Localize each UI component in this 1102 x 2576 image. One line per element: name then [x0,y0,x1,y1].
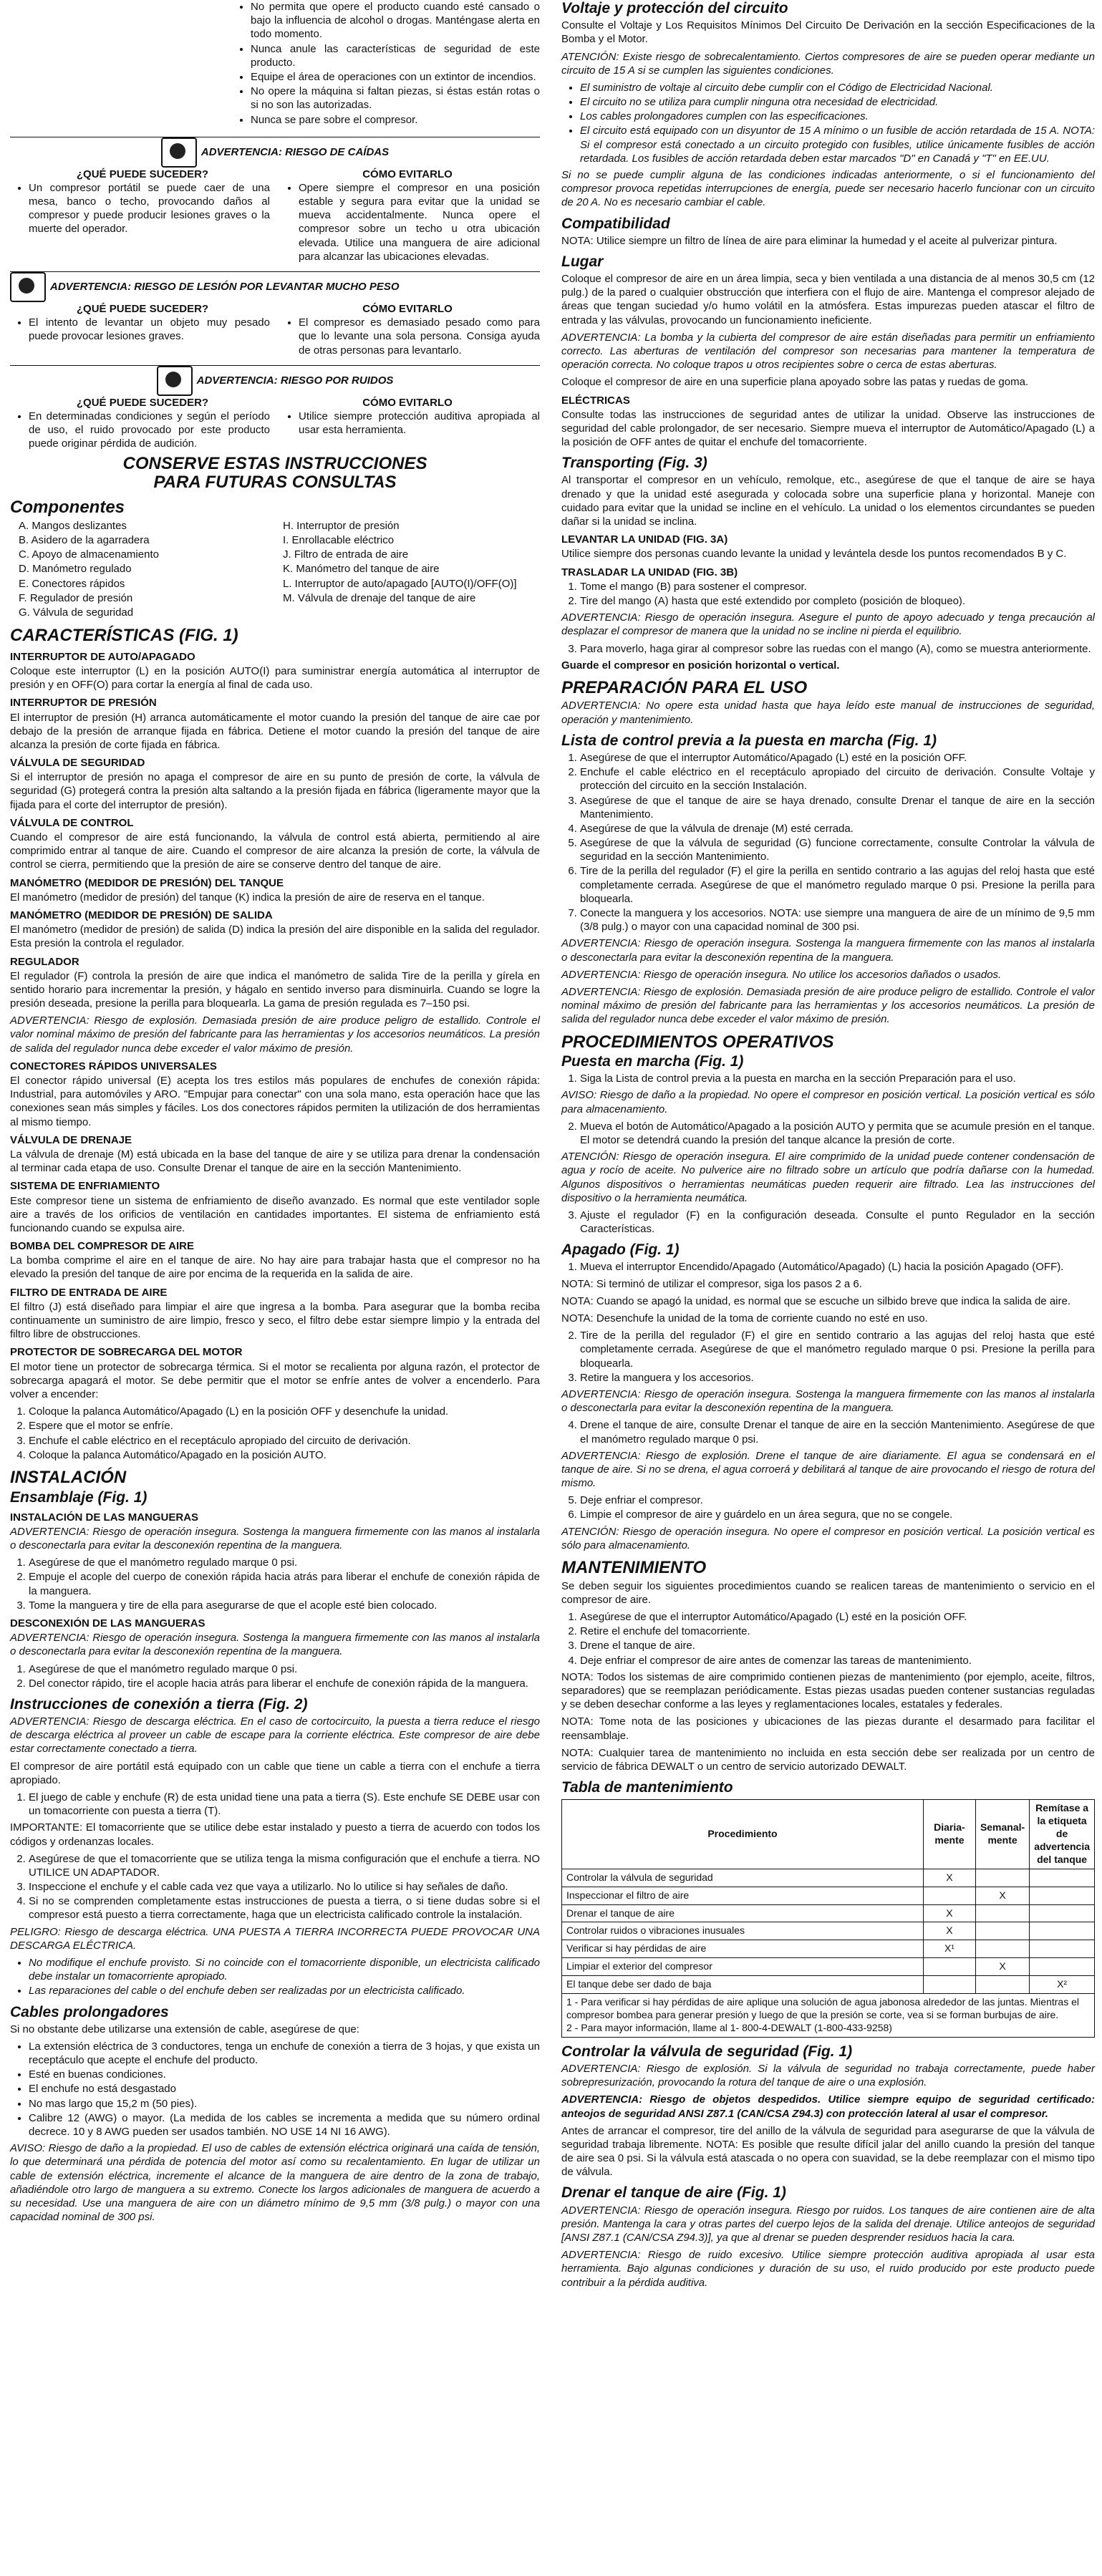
hearing-protection-icon [157,366,193,396]
component-item [283,606,540,619]
hazard-prevention: • Opere siempre el compresor en una posición estable y segura para evitar que la unidad se mueva accidentalmente. Nunca opere el compresor sobre un techo u otra ubicación elevada. Utilice una manguera de aire adicional para alcanzar las ubicaciones elevadas. [299,181,540,263]
list-item: • El circuito está equipado con un disyuntor de 15 A mínimo o un fusible de acción retardada de 15 A. NOTA: Si el compresor está conectado a un circuito protegido con fusibles, utilice únicamente fusibles de acción retardada. Los fusibles de acción retardada deben estar marcados "D" en Canadá y "T" en EE.UU. [580,124,1095,165]
fall-hazard-icon [161,137,197,168]
section-heading: VÁLVULA DE CONTROL [10,816,134,829]
hazard-cause: • El intento de levantar un objeto muy pesado puede provocar lesiones graves. [29,316,270,343]
list-item: • Nunca se pare sobre el compresor. [251,113,540,127]
transporting-title: Transporting (Fig. 3) [561,455,707,472]
warning-text: ADVERTENCIA: Riesgo de descarga eléctrica. En el caso de cortocircuito, la puesta a tierra reduce el riesgo de descarga eléctrica al proveer un cable de escape para la corriente eléctrica. Este compresor de aire debe estar correctamente conectado a tierra. [10,1715,540,1756]
caution-text: ATENCIÓN: Existe riesgo de sobrecalentamiento. Ciertos compresores de aire se pueden operar mediante un circuito de 15 A si se cumplen las siguientes condiciones. [561,50,1095,77]
prep-title: PREPARACIÓN PARA EL USO [561,677,808,697]
extension-cord-bullets [10,2040,540,2139]
paragraph: Consulte todas las instrucciones de seguridad antes de utilizar la unidad. Observe las instrucciones de seguridad del cable prolongador, de ser necesario. Siempre mueva el interruptor de Automático/Apagado (L) a la posición de OFF antes de quitar el enchufe del tomacorriente. [561,408,1095,449]
hazard-prevention: • Utilice siempre protección auditiva apropiada al usar esta herramienta. [299,410,540,437]
paragraph: El motor tiene un protector de sobrecarga térmica. Si el motor se recalienta por alguna razón, el protector de sobrecarga apagará el motor. Se debe permitir que el motor se enfríe antes de volver a encenderlo. Para volver a encender: [10,1360,540,1400]
section-heading: SISTEMA DE ENFRIAMIENTO [10,1180,160,1193]
section-heading: TRASLADAR LA UNIDAD (FIG. 3B) [561,566,738,578]
danger-bullets [10,1956,540,1998]
list-item: • No permita que opere el producto cuando esté cansado o bajo la influencia de alcohol o drogas. Manténgase alerta en todo momento. [251,0,540,42]
features-title: CARACTERÍSTICAS (FIG. 1) [10,626,238,646]
top-bullet-list [232,0,540,127]
table-row: El tanque debe ser dado de baja X² [562,1976,1095,1994]
list-item: • Esté en buenas condiciones. [29,2068,540,2081]
paragraph: Cuando el compresor de aire está funcionando, la válvula de control está abierta, permitiendo al aire comprimido entrar al tanque de aire. Cuando el compresor de aire alcanza la presión de corte, la válvula de control se cierra, permitiendo que la presión de aire se conserve dentro del tanque de aire. [10,831,540,871]
paragraph: Coloque el compresor de aire en un área limpia, seca y bien ventilada a una distancia de al menos 30,5 cm (12 pulg.) de la pared o cualquier obstrucción que interfiera con el flujo de aire. Mantenga el compresor alejado de áreas que tengan suciedad y/o humo volátil en la atmósfera. Estas impurezas pueden atascar el filtro de entrada y las válvulas, provocando un funcionamiento ineficiente. [561,273,1095,326]
section-heading: BOMBA DEL COMPRESOR DE AIRE [10,1240,194,1253]
list-item: 5. Deje enfriar el compresor. [580,1493,1095,1507]
hazard-noise [10,365,540,452]
hazard-title: ADVERTENCIA: RIESGO DE CAÍDAS [200,146,390,159]
table-header: Diaria-mente [923,1800,975,1869]
startup-steps-3 [561,1209,1095,1236]
paragraph: Si no se puede cumplir alguna de las condiciones indicadas anteriormente, o si el funcionamiento del compresor provoca repetidas interrupciones de energía, puede ser necesario hacerlo funcionar con un circuito de 20 A. No es necesario cambiar el cable. [561,169,1095,209]
checklist-title: Lista de control previa a la puesta en marcha (Fig. 1) [561,732,937,749]
list-item: 1. Mueva el interruptor Encendido/Apagado (Automático/Apagado) (L) hacia la posición Apagado (OFF). [580,1260,1095,1274]
note-text: NOTA: Cuando se apagó la unidad, es normal que se escuche un silbido breve que indica la salida de aire. [561,1294,1070,1307]
list-item: 2. Enchufe el cable eléctrico en el receptáculo apropiado del circuito de derivación. Consulte Voltaje y protección del circuito en la sección Instalación. [580,765,1095,793]
section-heading: PROTECTOR DE SOBRECARGA DEL MOTOR [10,1346,243,1359]
hazard-falls [10,137,540,264]
hazard-lifting [10,271,540,358]
table-header: Remítase a la etiqueta de advertencia del tanque [1030,1800,1095,1869]
component-item: H. Interruptor de presión [283,519,400,532]
list-item: 2. Tire del mango (A) hasta que esté extendido por completo (posición de bloqueo). [580,594,1095,608]
startup-title: Puesta en marcha (Fig. 1) [561,1053,744,1070]
component-item: F. Regulador de presión [19,591,133,604]
section-heading: REGULADOR [10,955,79,968]
maintenance-table-title: Tabla de mantenimiento [561,1779,733,1796]
list-item: • No modifique el enchufe provisto. Si no coincide con el tomacorriente disponible, un electricista calificado debe instalar un tomacorriente apropiado. [29,1956,540,1983]
startup-steps-2 [561,1120,1095,1147]
component-item: E. Conectores rápidos [19,577,125,590]
list-item: • El circuito no se utiliza para cumplir ninguna otra necesidad de electricidad. [580,95,1095,109]
conserve-heading: CONSERVE ESTAS INSTRUCCIONES PARA FUTURAS CONSULTAS [122,453,427,492]
grounding-steps [10,1791,540,1818]
section-heading: INTERRUPTOR DE AUTO/APAGADO [10,650,195,663]
table-header-row [562,1800,1095,1869]
list-item: • Calibre 12 (AWG) o mayor. (La medida de los cables se incrementa a medida que su número ordinal decrece. 10 y 8 AWG pueden ser usados también. NO USE 14 NI 16 AWG). [29,2111,540,2139]
paragraph: El interruptor de presión (H) arranca automáticamente el motor cuando la presión del tanque de aire cae por debajo de la presión de arranque fijada en fábrica. Detiene el motor cuando la presión del tanque de aire alcanza la presión de corte fijada en fábrica. [10,711,540,751]
warning-text: ADVERTENCIA: Riesgo de explosión. Demasiada presión de aire produce peligro de estallido. Controle el valor nominal máximo de presión del fabricante para las herramientas y los accesorios neumáticos. La presión de salida del regulador nunca debe exceder el valor máximo de presión. [10,1015,540,1055]
paragraph: NOTA: Utilice siempre un filtro de línea de aire para eliminar la humedad y el aceite al pulverizar pintura. [561,234,1058,247]
shutdown-steps [561,1260,1095,1274]
table-footnote: 2 - Para mayor información, llame al 1- 800-4-DEWALT (1-800-433-9258) [566,2021,892,2033]
table-footnote: 1 - Para verificar si hay pérdidas de aire aplique una solución de agua jabonosa alrededor de las juntas. Mientras el compresor bombea para generar presión y luego de que la presión se corte, vea si se forman burbujas de aire. [566,1996,1079,2020]
table-row: Controlar la válvula de seguridad X [562,1869,1095,1887]
hazard-cause: • Un compresor portátil se puede caer de una mesa, banco o techo, provocando daños al compresor y puede producir lesiones graves o la muerte del operador. [29,181,270,236]
component-item: M. Válvula de drenaje del tanque de aire [283,591,476,604]
warning-text: ADVERTENCIA: Riesgo de explosión. Drene el tanque de aire diariamente. El agua se condensará en el tanque de aire. Si no se drena, el agua corroerá y debilitará al tanque de aire provocando el riesgo de rotura del mismo. [561,1449,1095,1490]
list-item: 1. Siga la Lista de control previa a la puesta en marcha en la sección Preparación para el uso. [580,1072,1095,1085]
grounding-title: Instrucciones de conexión a tierra (Fig. 2) [10,1695,308,1713]
section-heading: DESCONEXIÓN DE LAS MANGUERAS [10,1617,206,1630]
shutdown-steps-2 [561,1329,1095,1385]
paragraph: Al transportar el compresor en un vehículo, remolque, etc., asegúrese de que el tanque de aire se haya drenado y que la unidad esté asegurada y colocada sobre una superficie plana y horizontal. Maneje con cuidado para evitar que la unidad se incline en el vehículo. La unidad o los elementos circundantes se pueden dañar si la unidad se inclina. [561,474,1095,528]
list-item: 2. Tire de la perilla del regulador (F) el gire en sentido contrario a las agujas del reloj hasta que esté completamente cerrada. Asegúrese de que el manómetro regulado marque 0 psi. Presione la perilla para bloquearla. [580,1329,1095,1370]
section-heading: ELÉCTRICAS [561,394,630,407]
list-item: 2. Espere que el motor se enfríe. [29,1419,540,1433]
voltage-title: Voltaje y protección del circuito [561,0,788,16]
table-row: Limpiar el exterior del compresor X [562,1958,1095,1976]
storage-note: Guarde el compresor en posición horizontal o vertical. [561,659,840,672]
note-text: NOTA: Cualquier tarea de mantenimiento no incluida en esta sección debe ser realizada por un centro de servicio de fábrica DEWALT o un centro de servicio autorizado DEWALT. [561,1746,1095,1773]
warning-text: ADVERTENCIA: Riesgo de operación insegura. Riesgo por ruidos. Los tanques de aire contienen aire de alta presión. Mantenga la cara y otras partes del cuerpo lejos de la salida del drenaje. Utilice anteojos de seguridad [ANSI Z87.1 (CAN/CSA Z94.3)], ya que al drenar se pueden desprender residuos hacia la cara. [561,2204,1095,2244]
paragraph: El manómetro (medidor de presión) del tanque (K) indica la presión de aire de reserva en el tanque. [10,891,485,904]
list-item: 4. Deje enfriar el compresor de aire antes de comenzar las tareas de mantenimiento. [580,1654,1095,1667]
hose-install-steps [10,1556,540,1612]
paragraph: Si el interruptor de presión no apaga el compresor de aire en su punto de presión de corte, la válvula de seguridad (G) protegerá contra la presión alta saltando a la presión fijada en fábrica (ligeramente mayor que la fijada para el corte del interruptor de presión). [10,771,540,811]
list-item: • No opere la máquina si faltan piezas, si éstas están rotas o si no son las autorizadas. [251,84,540,112]
section-heading: MANÓMETRO (MEDIDOR DE PRESIÓN) DEL TANQUE [10,876,284,889]
list-item: 3. Inspeccione el enchufe y el cable cada vez que vaya a utilizarlo. No lo utilice si hay señales de daño. [29,1880,540,1894]
right-column [561,0,1095,2293]
lifting-hazard-icon [10,272,46,302]
shutdown-steps-4 [561,1493,1095,1521]
notice-text: AVISO: Riesgo de daño a la propiedad. No opere el compresor en posición vertical. La posición vertical es sólo para almacenamiento. [561,1089,1095,1115]
list-item: 3. Retire la manguera y los accesorios. [580,1371,1095,1385]
table-header: Procedimiento [562,1800,924,1869]
list-item: • Los cables prolongadores cumplen con las especificaciones. [580,110,1095,123]
component-item: G. Válvula de seguridad [19,606,134,619]
component-item: K. Manómetro del tanque de aire [283,563,440,576]
hazard-title: ADVERTENCIA: RIESGO DE LESIÓN POR LEVANTAR MUCHO PESO [50,281,400,294]
compatibility-title: Compatibilidad [561,215,670,232]
note-text: NOTA: Todos los sistemas de aire comprimido contienen piezas de mantenimiento (por ejemplo, aceite, filtros, separadores) que se reemplazan periódicamente. Estas piezas usadas pueden contener sustancias reguladas y se deben desechar conforme a las leyes y reglamentaciones locales, estatales y federales. [561,1670,1095,1711]
restart-steps [10,1405,540,1462]
note-text: NOTA: Desenchufe la unidad de la toma de corriente cuando no esté en uso. [561,1312,928,1325]
paragraph: El filtro (J) está diseñado para limpiar el aire que ingresa a la bomba. Para asegurar que la bomba reciba continuamente un suministro de aire limpio, fresco y seco, el filtro debe estar siempre limpio y la entrada del filtro libre de obstrucciones. [10,1300,540,1341]
paragraph: Consulte el Voltaje y Los Requisitos Mínimos Del Circuito De Derivación en la sección Especificaciones de la Bomba y el Motor. [561,19,1095,46]
list-item: 1. Tome el mango (B) para sostener el compresor. [580,580,1095,594]
hazard-question: ¿QUÉ PUEDE SUCEDER? [76,303,209,315]
list-item: • El enchufe no está desgastado [29,2082,540,2096]
list-item: 3. Ajuste el regulador (F) en la configuración deseada. Consulte el punto Regulador en la sección Características. [580,1209,1095,1236]
hazard-answer: CÓMO EVITARLO [362,168,453,180]
paragraph: El manómetro (medidor de presión) de salida (D) indica la presión del aire disponible en la salida del regulador. Esta presión la controla el regulador. [10,924,540,950]
hazard-question: ¿QUÉ PUEDE SUCEDER? [76,168,209,180]
paragraph: Este compresor tiene un sistema de enfriamiento de diseño avanzado. Es normal que este ventilador sople aire a través de los orificios de ventilación en cantidades importantes. El sistema de enfriamiento está funcionando cuando se expulsa aire. [10,1194,540,1234]
component-item: J. Filtro de entrada de aire [283,548,409,561]
extension-cords-title: Cables prolongadores [10,2003,169,2020]
list-item: • No mas largo que 15,2 m (50 pies). [29,2097,540,2111]
list-item: • El suministro de voltaje al circuito debe cumplir con el Código de Electricidad Nacional. [580,81,1095,95]
startup-checklist [561,751,1095,934]
grounding-steps-continued [10,1852,540,1922]
location-title: Lugar [561,253,604,270]
component-item: L. Interruptor de auto/apagado [AUTO(I)/OFF(O)] [283,577,517,590]
hazard-prevention: • El compresor es demasiado pesado como para que lo levante una sola persona. Consiga ayuda de otras personas para levantarlo. [299,316,540,357]
section-heading: VÁLVULA DE SEGURIDAD [10,757,145,770]
hazard-answer: CÓMO EVITARLO [362,303,453,315]
voltage-bullets [561,81,1095,165]
warning-text: ADVERTENCIA: Riesgo de operación insegura. Sostenga la manguera firmemente con las manos al instalarla o desconectarla para evitar la desconexión repentina de la manguera. [561,937,1095,964]
warning-text: ADVERTENCIA: Riesgo de explosión. Si la válvula de seguridad no trabaja correctamente, puede haber sobrepresurización, provocando la rotura del tanque de aire o una explosión. [561,2062,1095,2089]
section-heading: LEVANTAR LA UNIDAD (FIG. 3A) [561,533,728,546]
table-footnote-row [562,1994,1095,2038]
section-heading: CONECTORES RÁPIDOS UNIVERSALES [10,1060,217,1072]
section-heading: INSTALACIÓN DE LAS MANGUERAS [10,1511,199,1524]
shutdown-title: Apagado (Fig. 1) [561,1241,680,1259]
list-item: 1. Asegúrese de que el interruptor Automático/Apagado (L) esté en la posición OFF. [580,751,1095,765]
warning-text: ADVERTENCIA: Riesgo de operación insegura. Asegure el punto de apoyo adecuado y tenga precaución al desplazar el compresor de manera que la unidad no se incline ni pierda el equilibrio. [561,611,1095,638]
move-unit-steps-continued [561,642,1095,656]
list-item: 1. Asegúrese de que el interruptor Automático/Apagado (L) esté en la posición OFF. [580,1610,1095,1624]
paragraph: Se deben seguir los siguientes procedimientos cuando se realicen tareas de mantenimiento o servicio en el compresor de aire. [561,1579,1095,1606]
list-item: • Las reparaciones del cable o del enchufe deben ser realizadas por un electricista calificado. [29,1984,540,1998]
caution-text: ATENCIÓN: Riesgo de operación insegura. El aire comprimido de la unidad puede contener condensación de agua y rocío de aceite. No pulverice aire no filtrado sobre un artículo que podría dañarse con la humedad. Algunos dispositivos o herramientas neumáticas pueden requerir aire filtrado. Lea las instrucciones del dispositivo o la herramienta neumática. [561,1151,1095,1204]
list-item: 6. Tire de la perilla del regulador (F) el gire la perilla en sentido contrario a las agujas del reloj hasta que esté completamente cerrada. Asegúrese de que el manómetro regulado marque 0 psi. Presione la perilla para bloquearla. [580,864,1095,906]
list-item: 4. Si no se comprenden completamente estas instrucciones de puesta a tierra, o si tiene dudas sobre si el compresor está puesto a tierra correctamente, haga que un electricista calificado controle la instalación. [29,1894,540,1922]
table-row: Verificar si hay pérdidas de aire X¹ [562,1940,1095,1958]
paragraph: La válvula de drenaje (M) está ubicada en la base del tanque de aire y se utiliza para drenar la condensación al terminar cada etapa de uso. Consulte Drenar el tanque de aire en la sección Mantenimiento. [10,1148,540,1175]
list-item: 2. Del conector rápido, tire el acople hacia atrás para liberar el enchufe de conexión rápida de la manguera. [29,1677,540,1690]
paragraph: El regulador (F) controla la presión de aire que indica el manómetro de salida Tire de la perilla y gírela en sentido horario para incrementar la presión, y hágalo en sentido inverso para disminuirla. Cuando se logre la presión deseada, presione la perilla para bloquearla. La gama de presión regulada es 7–150 psi. [10,969,540,1010]
maintenance-table [561,1799,1095,2038]
installation-title: INSTALACIÓN [10,1467,127,1487]
operating-procedures-title: PROCEDIMIENTOS OPERATIVOS [561,1032,834,1052]
maintenance-title: MANTENIMIENTO [561,1558,707,1578]
warning-text: ADVERTENCIA: No opere esta unidad hasta que haya leído este manual de instrucciones de seguridad, operación y mantenimiento. [561,699,1095,726]
warning-text: ADVERTENCIA: Riesgo de explosión. Demasiada presión de aire produce peligro de estallido. Controle el valor nominal máximo de presión del fabricante para las herramientas y los accesorios neumáticos. La presión de salida del regulador nunca debe exceder el valor máximo de presión. [561,985,1095,1026]
note-text: NOTA: Si terminó de utilizar el compresor, siga los pasos 2 a 6. [561,1277,862,1290]
warning-text: ADVERTENCIA: Riesgo de operación insegura. No utilice los accesorios dañados o usados. [561,968,1002,981]
component-item: I. Enrollacable eléctrico [283,534,395,547]
warning-text: ADVERTENCIA: Riesgo de operación insegura. Sostenga la manguera firmemente con las manos al instalarla o desconectarla para evitar la desconexión repentina de la manguera. [10,1632,540,1658]
list-item: 3. Para moverlo, haga girar al compresor sobre las ruedas con el mango (A), como se muestra anteriormente. [580,642,1095,656]
table-row: Drenar el tanque de aire X [562,1904,1095,1922]
list-item: 4. Drene el tanque de aire, consulte Drenar el tanque de aire en la sección Mantenimiento. Asegúrese de que el manómetro regulado marque 0 psi. [580,1418,1095,1446]
paragraph: Coloque el compresor de aire en una superficie plana apoyado sobre las patas y ruedas de goma. [561,376,1029,389]
warning-text: ADVERTENCIA: Riesgo de operación insegura. Sostenga la manguera firmemente con las manos al instalarla o desconectarla para evitar la desconexión repentina de la manguera. [561,1388,1095,1415]
left-column [10,0,540,2227]
paragraph: Antes de arrancar el compresor, tire del anillo de la válvula de seguridad para asegurarse de que la válvula de seguridad trabaja libremente. NOTA: Es posible que resulte difícil jalar del anillo cuando la presión del tanque de aire sea 0 psi. Si la válvula está atascada o no opera con suavidad, se la debe reemplazar con el mismo tipo de válvula. [561,2124,1095,2179]
component-item: A. Mangos deslizantes [19,519,127,532]
drain-tank-title: Drenar el tanque de aire (Fig. 1) [561,2184,786,2202]
assembly-title: Ensamblaje (Fig. 1) [10,1488,148,1506]
list-item: 3. Drene el tanque de aire. [580,1639,1095,1652]
list-item: 2. Retire el enchufe del tomacorriente. [580,1624,1095,1638]
list-item: • Nunca anule las características de seguridad de este producto. [251,42,540,69]
hazard-answer: CÓMO EVITARLO [362,396,453,409]
maintenance-steps [561,1610,1095,1667]
component-item: B. Asidero de la agarradera [19,534,150,547]
component-item: D. Manómetro regulado [19,563,132,576]
warning-text: ADVERTENCIA: Riesgo de objetos despedidos. Utilice siempre equipo de seguridad certificado: anteojos de seguridad ANSI Z87.1 (CAN/CSA Z94.3) con protección lateral al usar el compresor. [561,2093,1095,2120]
paragraph: Coloque este interruptor (L) en la posición AUTO(I) para suministrar energía automática al interruptor de presión y en OFF(O) para cortar la energía al final de cada uso. [10,664,540,692]
note-text: NOTA: Tome nota de las posiciones y ubicaciones de las piezas durante el desarmado para facilitar el reensamblaje. [561,1715,1095,1742]
section-heading: FILTRO DE ENTRADA DE AIRE [10,1286,168,1299]
warning-text: ADVERTENCIA: La bomba y la cubierta del compresor de aire están diseñadas para permitir un enfriamiento correcto. Las aberturas de ventilación del compresor son necesarias para mantener la temperatura de operación correcta. No coloque trapos u otros recipientes sobre o cerca de estas aberturas. [561,331,1095,372]
table-header: Semanal-mente [975,1800,1029,1869]
list-item: 1. El juego de cable y enchufe (R) de esta unidad tiene una pata a tierra (S). Este enchufe SE DEBE usar con un tomacorriente con puesta a tierra (T). [29,1791,540,1818]
paragraph: El compresor de aire portátil está equipado con un cable que tiene un cable a tierra con el enchufe a tierra apropiado. [10,1760,540,1786]
notice-text: AVISO: Riesgo de daño a la propiedad. El uso de cables de extensión eléctrica originará una caída de tensión, lo que determinará una pérdida de potencia del motor así como su recalentamiento. En lugar de utilizar un cable de extensión eléctrica, incremente el alcance de la manguera de aire dentro de la zona de trabajo, añadiéndole otro largo de manguera a su extremo. Conecte los largos adicionales de manguera de acuerdo a su necesidad. Use una manguera de aire con un diámetro mínimo de 9,5 mm (3/8 pulg.) o mayor con una capacidad nominal de 300 psi. [10,2142,540,2224]
components-title: Componentes [10,498,125,518]
paragraph: La bomba comprime el aire en el tanque de aire. No hay aire para trabajar hasta que el compresor no ha elevado la presión del tanque de aire por encima de la requerida en la salida de aire. [10,1254,540,1281]
section-heading: INTERRUPTOR DE PRESIÓN [10,697,157,710]
list-item: 6. Limpie el compresor de aire y guárdelo en un área segura, que no se congele. [580,1508,1095,1521]
list-item: • La extensión eléctrica de 3 conductores, tenga un enchufe de conexión a tierra de 3 hojas, y que exista un receptáculo que acepte el enchufe del producto. [29,2040,540,2067]
shutdown-steps-3 [561,1418,1095,1446]
warning-text: ADVERTENCIA: Riesgo de operación insegura. Sostenga la manguera firmemente con las manos al instalarla o desconectarla para evitar la desconexión repentina de la manguera. [10,1525,540,1552]
list-item: 1. Asegúrese de que el manómetro regulado marque 0 psi. [29,1662,540,1676]
list-item: 2. Mueva el botón de Automático/Apagado a la posición AUTO y permita que se acumule presión en el tanque. El motor se detendrá cuando la presión del tanque alcance la presión de corte. [580,1120,1095,1147]
list-item: 3. Enchufe el cable eléctrico en el receptáculo apropiado del circuito de derivación. [29,1434,540,1448]
list-item: 7. Conecte la manguera y los accesorios. NOTA: use siempre una manguera de aire de un mínimo de 9,5 mm (3/8 pulg.) o mayor con una capacidad nominal de 300 psi. [580,906,1095,934]
paragraph: Utilice siempre dos personas cuando levante la unidad y levántela desde los puntos recomendados B y C. [561,548,1067,561]
components-list [19,519,540,620]
hazard-title: ADVERTENCIA: RIESGO POR RUIDOS [196,374,394,387]
paragraph: El conector rápido universal (E) acepta los tres estilos más populares de enchufes de conexión rápida: Industrial, para automóviles y ARO. "Empujar para conectar" con una sola mano, esta operación hace que las conexiones sean más simples y fáciles. Los dos conectores rápidos permiten la utilización de dos herramientas al mismo tiempo. [10,1075,540,1128]
danger-text: PELIGRO: Riesgo de descarga eléctrica. UNA PUESTA A TIERRA INCORRECTA PUEDE PROVOCAR UNA DESCARGA ELÉCTRICA. [10,1925,540,1952]
list-item: 1. Coloque la palanca Automático/Apagado (L) en la posición OFF y desenchufe la unidad. [29,1405,540,1418]
list-item: 4. Coloque la palanca Automático/Apagado en la posición AUTO. [29,1448,540,1462]
section-heading: MANÓMETRO (MEDIDOR DE PRESIÓN) DE SALIDA [10,909,273,921]
hose-disconnect-steps [10,1662,540,1690]
paragraph: Si no obstante debe utilizarse una extensión de cable, asegúrese de que: [10,2023,359,2035]
hazard-question: ¿QUÉ PUEDE SUCEDER? [76,396,209,409]
list-item: 5. Asegúrese de que la válvula de seguridad (G) funcione correctamente, consulte Controlar la válvula de seguridad en la sección Mantenimiento. [580,836,1095,863]
hazard-cause: • En determinadas condiciones y según el período de uso, el ruido provocado por este producto puede originar pérdida de audición. [29,410,270,451]
list-item: • Equipe el área de operaciones con un extintor de incendios. [251,70,540,84]
section-heading: VÁLVULA DE DRENAJE [10,1133,132,1146]
component-item: C. Apoyo de almacenamiento [19,548,159,561]
list-item: 2. Empuje el acople del cuerpo de conexión rápida hacia atrás para liberar el enchufe de conexión rápida de la manguera. [29,1570,540,1597]
safety-valve-title: Controlar la válvula de seguridad (Fig. 1) [561,2043,853,2060]
important-note: IMPORTANTE: El tomacorriente que se utilice debe estar instalado y puesto a tierra de acuerdo con todos los códigos y ordenanzas locales. [10,1821,540,1848]
move-unit-steps [561,580,1095,608]
startup-steps [561,1072,1095,1085]
list-item: 3. Asegúrese de que el tanque de aire se haya drenado, consulte Drenar el tanque de aire en la sección Mantenimiento. [580,794,1095,821]
list-item: 1. Asegúrese de que el manómetro regulado marque 0 psi. [29,1556,540,1569]
caution-text: ATENCIÓN: Riesgo de operación insegura. No opere el compresor en posición vertical. La posición vertical es sólo para almacenamiento. [561,1525,1095,1551]
warning-text: ADVERTENCIA: Riesgo de ruido excesivo. Utilice siempre protección auditiva apropiada al usar esta herramienta. Bajo algunas condiciones y duración de su uso, el ruido producido por este producto puede contribuir a la pérdida auditiva. [561,2249,1095,2289]
list-item: 3. Tome la manguera y tire de ella para asegurarse de que el acople esté bien colocado. [29,1599,540,1612]
list-item: 2. Asegúrese de que el tomacorriente que se utiliza tenga la misma configuración que el enchufe a tierra. NO UTILICE UN ADAPTADOR. [29,1852,540,1879]
table-row: Controlar ruidos o vibraciones inusuales X [562,1922,1095,1940]
table-row: Inspeccionar el filtro de aire X [562,1887,1095,1904]
list-item: 4. Asegúrese de que la válvula de drenaje (M) esté cerrada. [580,822,1095,836]
